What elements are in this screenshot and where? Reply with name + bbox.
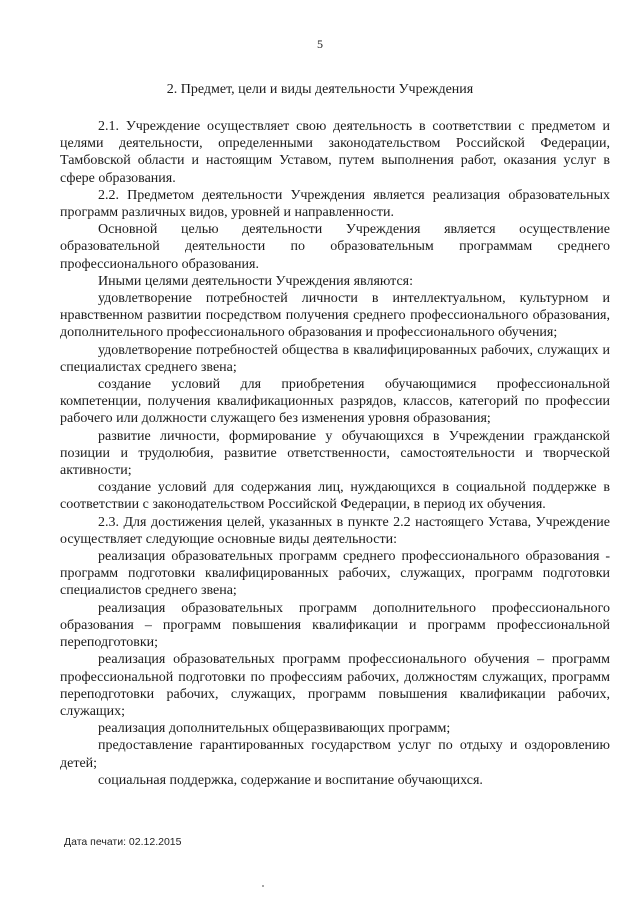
paragraph-2-2: 2.2. Предметом деятельности Учреждения является реализация образовательных программ различных видов, уровней и направленности. [60,187,610,221]
paragraph-main-goal: Основной целью деятельности Учреждения является осуществление образовательной деятельности по образовательным программам среднего профессионального образования. [60,222,610,272]
paragraph-other-goals-intro: Иными целями деятельности Учреждения являются: [98,273,413,289]
scan-speck [262,885,264,887]
document-body [60,118,610,789]
list-item: социальная поддержка, содержание и воспитание обучающихся. [98,772,483,788]
paragraph-2-3: 2.3. Для достижения целей, указанных в пункте 2.2 настоящего Устава, Учреждение осуществляет следующие основные виды деятельности: [60,514,610,547]
list-item: развитие личности, формирование у обучающихся в Учреждении гражданской позиции и трудолюбия, развитие ответственности, самостоятельности и творческой активности; [60,428,610,479]
list-item: удовлетворение потребностей общества в квалифицированных рабочих, служащих и специалистах среднего звена; [60,342,610,375]
list-item: предоставление гарантированных государством услуг по отдыху и оздоровлению детей; [60,738,610,771]
list-item: реализация образовательных программ профессионального обучения – программ профессиональной подготовки по профессиям рабочих, должностям служащих, программ переподготовки рабочих, служащих, программ повышения квалификации рабочих, служащих; [60,652,610,719]
list-item: реализация образовательных программ дополнительного профессионального образования – программ повышения квалификации и программ профессиональной переподготовки; [60,600,610,651]
list-item: реализация дополнительных общеразвивающих программ; [98,721,451,737]
list-item: реализация образовательных программ среднего профессионального образования - программ подготовки квалифицированных рабочих, служащих, программ подготовки специалистов среднего звена; [60,549,610,599]
section-title: 2. Предмет, цели и виды деятельности Учреждения [166,82,474,97]
list-item: удовлетворение потребностей личности в интеллектуальном, культурном и нравственном развитии посредством получения среднего профессионального образования, дополнительного профессионального образования и профессионального обучения; [60,291,610,341]
list-item: создание условий для содержания лиц, нуждающихся в социальной поддержке в соответствии с законодательством Российской Федерации, в период их обучения. [60,480,610,513]
print-date: Дата печати: 02.12.2015 [64,836,182,848]
list-item: создание условий для приобретения обучающимися профессиональной компетенции, получения квалификационных разрядов, классов, категорий по профессии рабочего или должности служащего без изменения уровня образования; [60,377,610,427]
paragraph-2-1: 2.1. Учреждение осуществляет свою деятельность в соответствии с предметом и целями деятельности, определенными законодательством Российской Федерации, Тамбовской области и настоящим Уставом, путем выполнения работ, оказания услуг в сфере образования. [60,119,610,186]
page-number: 5 [317,37,323,51]
